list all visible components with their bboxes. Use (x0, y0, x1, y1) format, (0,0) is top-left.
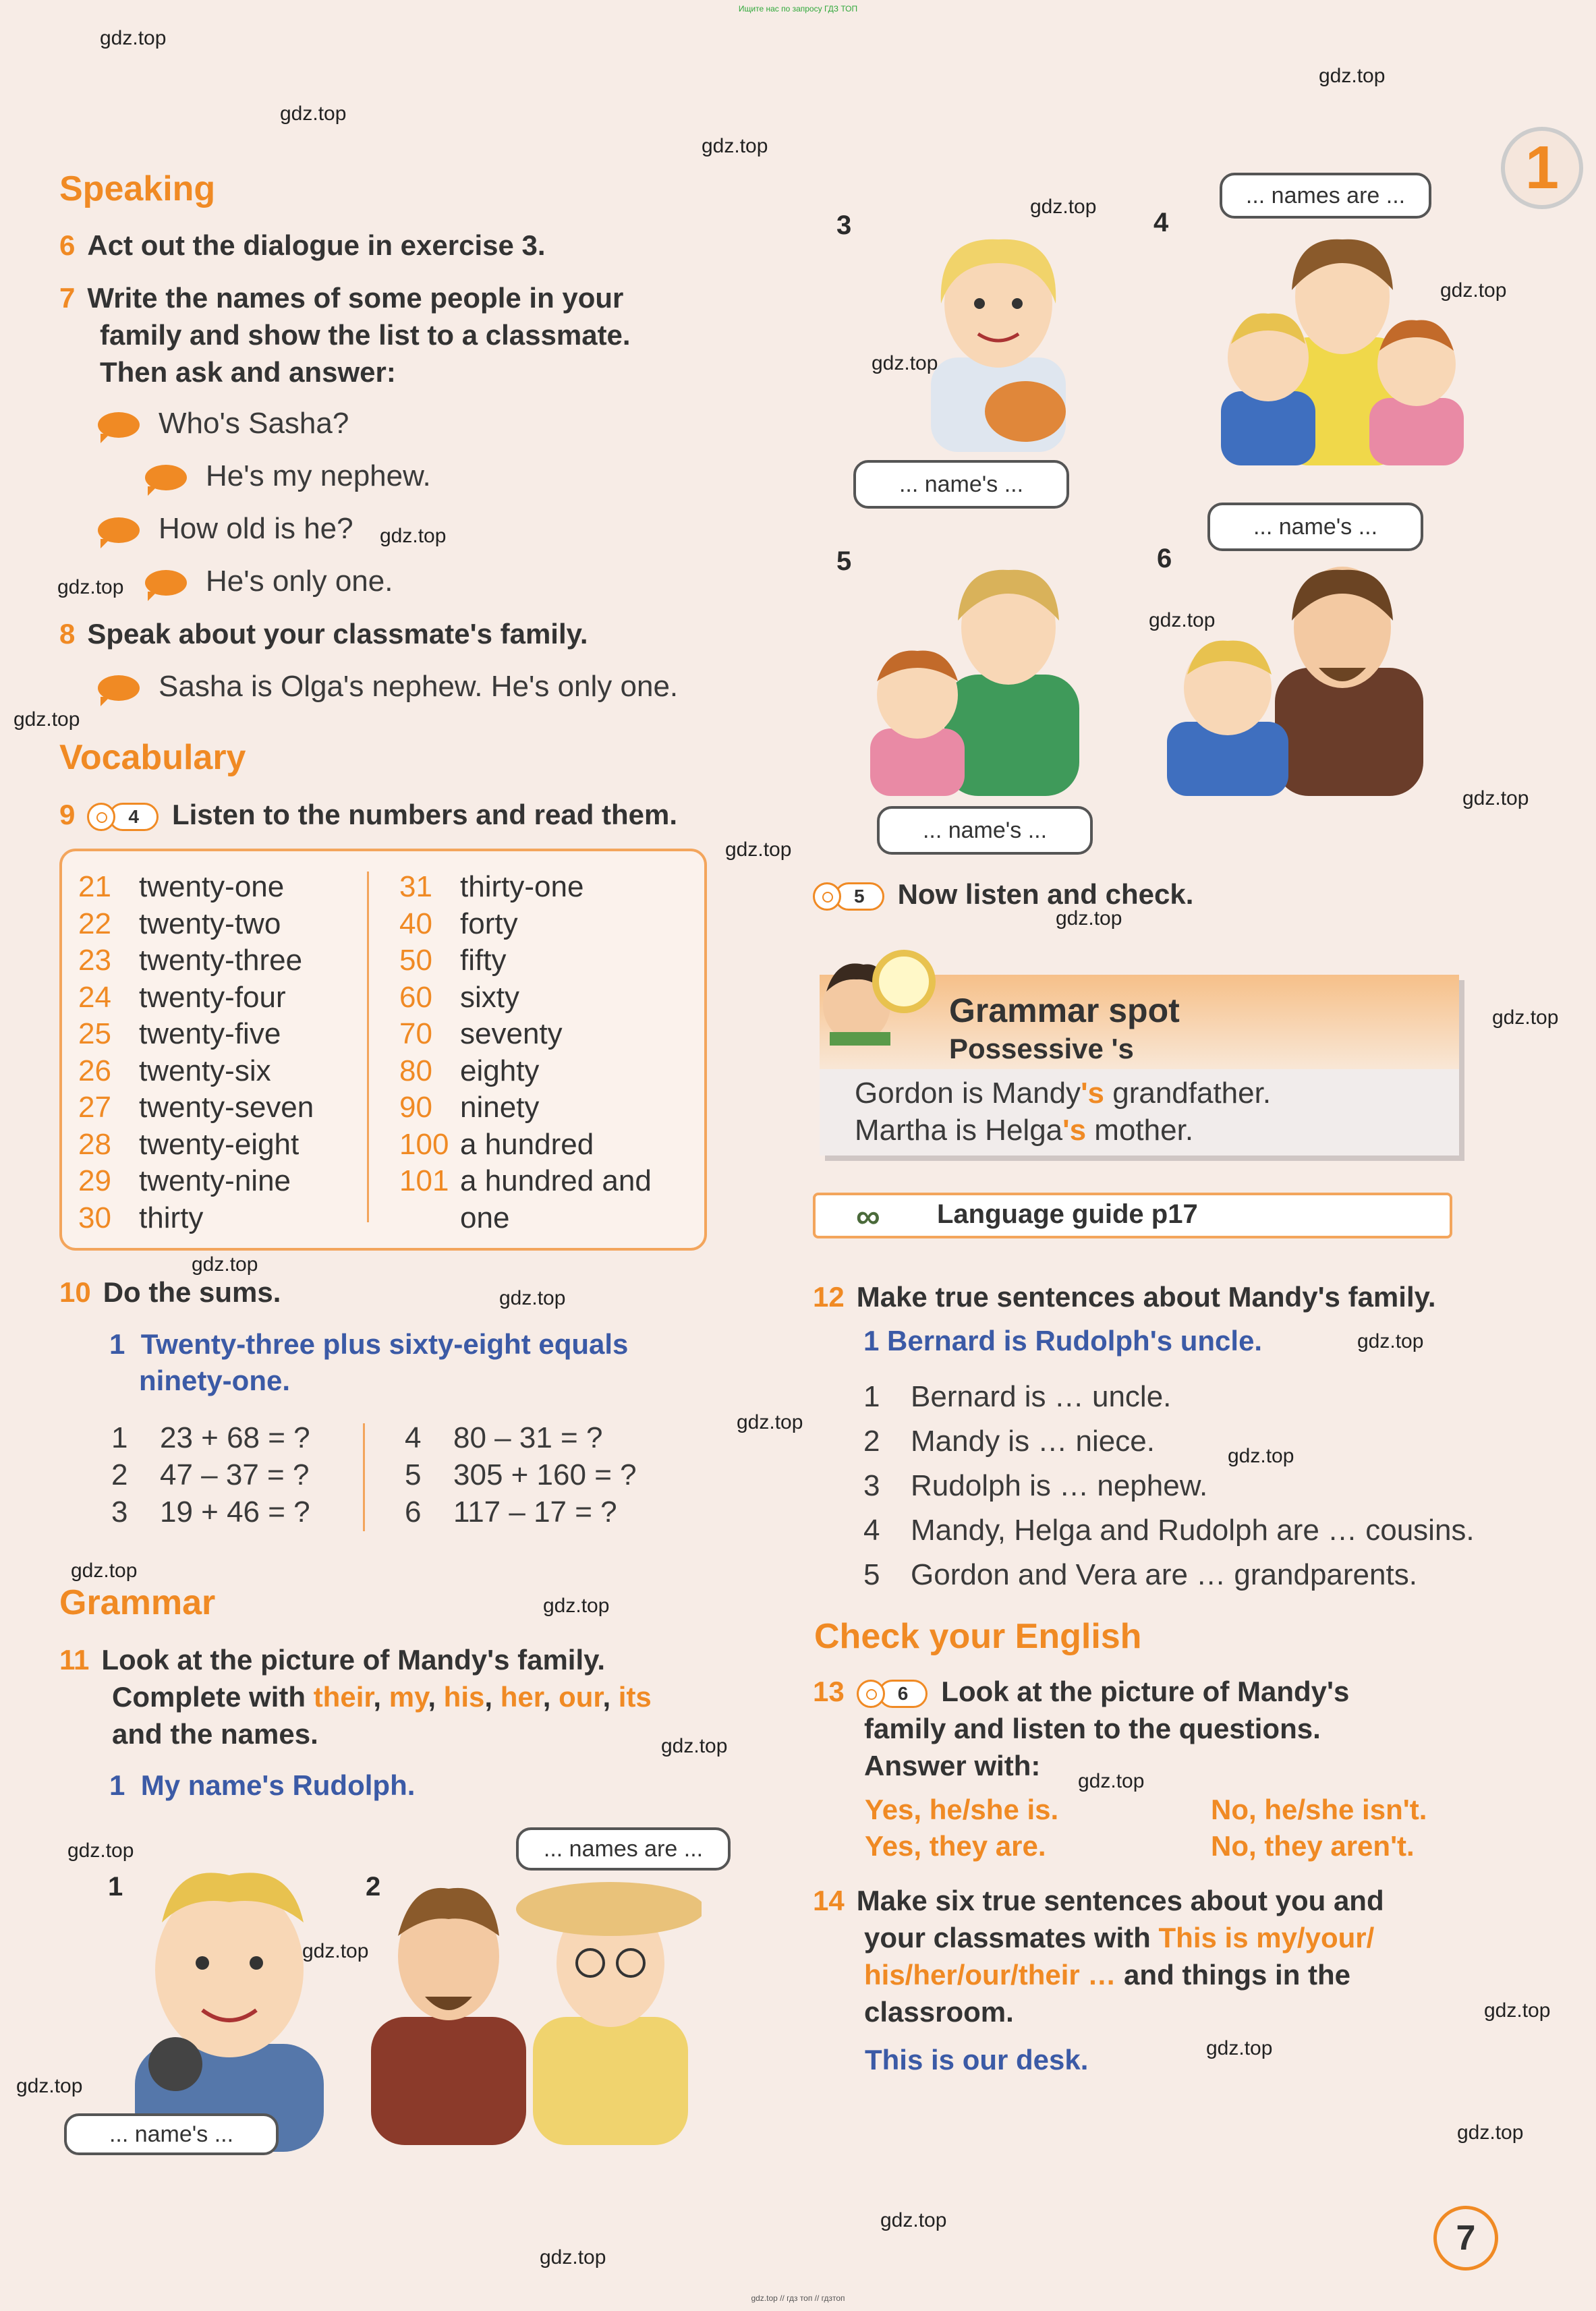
exercise-text: your classmates with This is my/your/ (864, 1922, 1375, 1953)
language-guide-label: Language guide p17 (937, 1199, 1198, 1229)
exercise-number: 14 (813, 1885, 845, 1916)
watermark: gdz.top (1228, 1445, 1294, 1467)
list-item: 3 19 + 46 = ? (111, 1495, 310, 1529)
watermark: gdz.top (1492, 1006, 1559, 1029)
list-item: 60 sixty (399, 980, 519, 1014)
list-item: 100 a hundred (399, 1127, 594, 1161)
numbers-left-list (78, 869, 314, 1236)
grammar-spot-title: Grammar spot (949, 992, 1180, 1029)
list-item: 3 Rudolph is … nephew. (863, 1469, 1208, 1502)
exercise-text: Complete with their, my, his, her, our, its (112, 1681, 652, 1713)
exercise-text: Act out the dialogue in exercise 3. (87, 229, 546, 261)
speech-bubble: ... names are ... (516, 1827, 731, 1871)
list-item: 26 twenty-six (78, 1054, 271, 1087)
watermark: gdz.top (737, 1411, 803, 1433)
picture-helga (897, 223, 1100, 452)
exercise-number: 12 (813, 1281, 845, 1313)
watermark: gdz.top (1357, 1330, 1424, 1352)
watermark: gdz.top (1319, 65, 1386, 87)
exercise-text: his/her/our/their … and things in the (864, 1959, 1351, 1991)
picture-gordon-and-rudolph (1160, 553, 1430, 796)
section-title-grammar: Grammar (59, 1583, 216, 1622)
exercise-number: 9 (59, 799, 76, 830)
exercise-13 (813, 1673, 1501, 1784)
watermark: gdz.top (1206, 2037, 1273, 2059)
list-item: 6 117 – 17 = ? (405, 1495, 617, 1529)
exercise-text: Now listen and check. (897, 878, 1194, 910)
list-item: 80 eighty (399, 1054, 540, 1087)
list-item: 4 Mandy, Helga and Rudolph are … cousins. (863, 1514, 1475, 1547)
example-sentence: 1 Twenty-three plus sixty-eight equals ninety-one. (109, 1328, 629, 1396)
watermark: gdz.top (380, 525, 447, 547)
watermark: gdz.top (57, 576, 124, 598)
exercise-text: Listen to the numbers and read them. (171, 799, 678, 830)
exercise-number: 7 (59, 282, 76, 314)
speech-bubble-icon (98, 517, 140, 543)
list-item: 4 80 – 31 = ? (405, 1421, 603, 1454)
exercise-text: classroom. (864, 1996, 1014, 2028)
dialogue-line: He's only one. (145, 563, 393, 600)
list-item: 70 seventy (399, 1017, 563, 1050)
numbers-box (59, 849, 707, 1251)
exercise-text: family and listen to the questions. (864, 1713, 1321, 1744)
column-divider (367, 872, 369, 1222)
page-number: 7 (1433, 2206, 1498, 2271)
top-note: Ищите нас по запросу ГДЗ ТОП (738, 4, 858, 13)
picture-label: 6 (1157, 544, 1172, 573)
section-title-check-your-english: Check your English (814, 1617, 1142, 1656)
list-item: 25 twenty-five (78, 1017, 281, 1050)
speech-bubble: ... name's ... (1207, 503, 1423, 551)
picture-label: 2 (366, 1872, 381, 1902)
section-title-vocabulary: Vocabulary (59, 738, 246, 777)
watermark: gdz.top (13, 708, 80, 731)
watermark: gdz.top (192, 1253, 258, 1276)
watermark: gdz.top (543, 1595, 610, 1617)
exercise-12 (813, 1278, 1436, 1315)
list-item: 28 twenty-eight (78, 1127, 300, 1161)
watermark: gdz.top (661, 1735, 728, 1757)
grammar-spot-example: Martha is Helga's mother. (855, 1114, 1194, 1147)
example-sentence: 1 My name's Rudolph. (109, 1769, 416, 1801)
dialogue-line: He's my nephew. (145, 457, 431, 494)
watermark: gdz.top (100, 27, 167, 49)
list-item: 50 fifty (399, 944, 507, 977)
watermark: gdz.top (1149, 609, 1216, 631)
exercise-text: Look at the picture of Mandy's (941, 1676, 1350, 1707)
exercise-text: Write the names of some people in your (87, 282, 624, 314)
exercise-text: Make six true sentences about you and (856, 1885, 1384, 1916)
example-sentence: Sasha is Olga's nephew. He's only one. (98, 668, 678, 705)
watermark: gdz.top (1078, 1770, 1145, 1792)
exercise-11 (59, 1641, 754, 1752)
example-sentence: 1 Bernard is Rudolph's uncle. (863, 1325, 1263, 1357)
numbers-right-list (399, 869, 652, 1236)
speech-bubble: ... name's ... (64, 2113, 279, 2155)
exercise-text: family and show the list to a classmate. (100, 319, 631, 351)
magnifier-boy-icon (816, 944, 944, 1046)
picture-label: 5 (836, 546, 852, 576)
exercise-6 (59, 227, 546, 264)
grammar-spot-subtitle: Possessive 's (949, 1033, 1134, 1064)
list-item: 22 twenty-two (78, 907, 281, 940)
speech-bubble-icon (145, 465, 187, 490)
exercise-number: 8 (59, 618, 76, 650)
speech-bubble: ... name's ... (877, 806, 1093, 855)
watermark: gdz.top (872, 352, 938, 374)
watermark: gdz.top (71, 1560, 138, 1582)
list-item: 2 Mandy is … niece. (863, 1425, 1155, 1458)
audio-track-icon: 4 (87, 803, 159, 831)
watermark: gdz.top (280, 103, 347, 125)
watermark: gdz.top (540, 2246, 606, 2269)
picture-label: 4 (1153, 208, 1169, 237)
ex12-list (863, 1375, 1475, 1597)
audio-track-icon: 5 (813, 882, 884, 911)
watermark: gdz.top (67, 1839, 134, 1862)
list-item: 30 thirty (78, 1201, 204, 1234)
list-item: 1 23 + 68 = ? (111, 1421, 310, 1454)
speech-bubble: ... names are ... (1220, 173, 1431, 219)
sums-right-list (405, 1419, 637, 1531)
language-guide-link[interactable] (813, 1193, 1452, 1238)
watermark: gdz.top (1030, 196, 1097, 218)
list-item: 23 twenty-three (78, 944, 303, 977)
example-sentence: This is our desk. (865, 2044, 1089, 2076)
exercise-number: 6 (59, 229, 76, 261)
dialogue-line: Who's Sasha? (98, 405, 349, 442)
bottom-note: gdz.top // гдз топ // гдзтоп (751, 2293, 845, 2303)
audio-track-icon: 6 (857, 1680, 928, 1708)
speech-bubble: ... name's ... (853, 460, 1069, 509)
list-item: 90 ninety (399, 1091, 540, 1124)
exercise-number: 11 (59, 1644, 90, 1676)
section-title-speaking: Speaking (59, 169, 216, 208)
list-item: one (460, 1201, 510, 1234)
picture-martha-and-children (1207, 223, 1477, 465)
answer-options-no: No, he/she isn't. No, they aren't. (1211, 1794, 1427, 1862)
answer-options-yes: Yes, he/she is. Yes, they are. (865, 1794, 1059, 1862)
picture-label: 1 (108, 1872, 123, 1902)
dialogue-line: How old is he? (98, 510, 353, 547)
watermark: gdz.top (1457, 2121, 1524, 2144)
watermark: gdz.top (499, 1287, 566, 1309)
exercise-text: Look at the picture of Mandy's family. (101, 1644, 606, 1676)
watermark: gdz.top (1440, 279, 1507, 302)
exercise-text: and the names. (112, 1718, 318, 1750)
list-item: 24 twenty-four (78, 980, 286, 1014)
list-item: 40 forty (399, 907, 518, 940)
exercise-14 (813, 1882, 1501, 2030)
watermark: gdz.top (1462, 787, 1529, 809)
exercise-text: Do the sums. (103, 1276, 281, 1308)
listen-and-check (813, 876, 1193, 913)
exercise-number: 10 (59, 1276, 91, 1308)
watermark: gdz.top (702, 135, 768, 157)
list-item: 5 305 + 160 = ? (405, 1458, 637, 1491)
watermark: gdz.top (725, 838, 792, 861)
watermark: gdz.top (1056, 907, 1122, 930)
exercise-7 (59, 279, 747, 391)
glasses-icon: ∞ (856, 1197, 880, 1235)
list-item: 1 Bernard is … uncle. (863, 1380, 1172, 1413)
unit-badge: 1 (1501, 127, 1583, 209)
list-item: 27 twenty-seven (78, 1091, 314, 1124)
picture-bernard-and-vera (364, 1862, 702, 2145)
picture-vera-and-mandy (843, 553, 1086, 796)
list-item: 31 thirty-one (399, 870, 584, 903)
exercise-text: Answer with: (864, 1750, 1041, 1781)
watermark: gdz.top (16, 2075, 83, 2097)
list-item: 101 a hundred and (399, 1164, 652, 1197)
exercise-8 (59, 615, 588, 652)
list-item: 2 47 – 37 = ? (111, 1458, 310, 1491)
grammar-spot-example: Gordon is Mandy's grandfather. (855, 1077, 1272, 1110)
watermark: gdz.top (302, 1940, 369, 1962)
list-item: 21 twenty-one (78, 870, 285, 903)
speech-bubble-icon (145, 570, 187, 596)
exercise-number: 13 (813, 1676, 845, 1707)
list-item: 5 Gordon and Vera are … grandparents. (863, 1558, 1417, 1591)
exercise-text: Make true sentences about Mandy's family. (856, 1281, 1436, 1313)
column-divider (363, 1423, 365, 1531)
exercise-9 (59, 796, 677, 833)
exercise-text: Speak about your classmate's family. (87, 618, 588, 650)
picture-label: 3 (836, 210, 852, 240)
speech-bubble-icon (98, 412, 140, 438)
picture-rudolph (121, 1848, 344, 2152)
list-item: 29 twenty-nine (78, 1164, 291, 1197)
exercise-text: Then ask and answer: (100, 356, 396, 388)
sums-left-list (111, 1419, 310, 1531)
watermark: gdz.top (880, 2209, 947, 2231)
watermark: gdz.top (1484, 1999, 1551, 2022)
speech-bubble-icon (98, 675, 140, 701)
exercise-10 (59, 1274, 281, 1311)
